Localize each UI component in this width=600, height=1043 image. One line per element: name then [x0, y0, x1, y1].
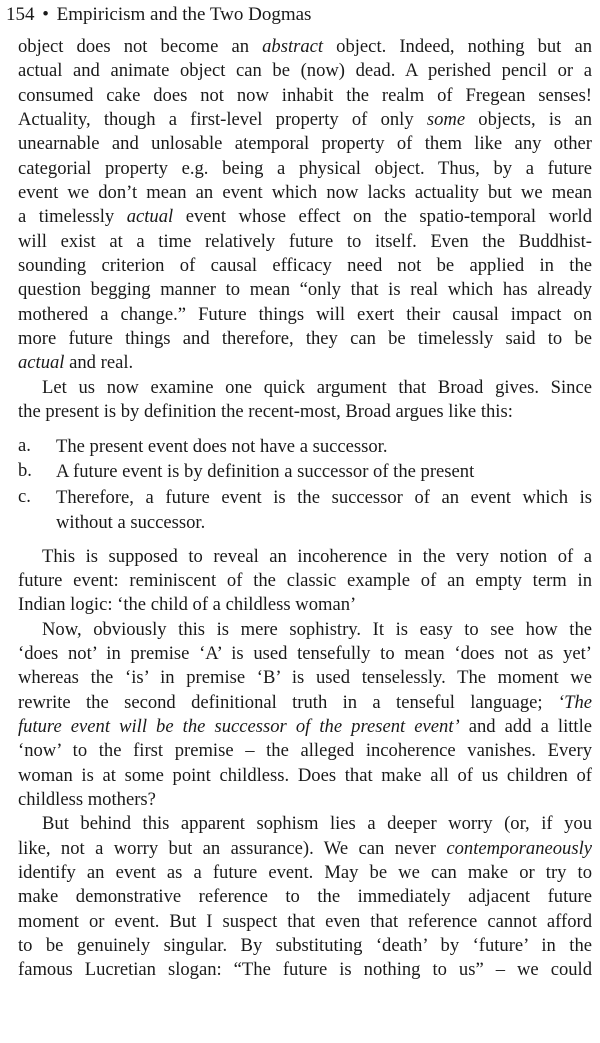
list-item	[18, 485, 592, 536]
text-line: woman is at some point childless. Does that make all of us children of	[18, 764, 592, 786]
text-line: event we don’t mean an event which now lacks actuality but we mean	[18, 182, 592, 204]
list-marker: c.	[18, 485, 31, 507]
text-line: make demonstrative reference to the immediately adjacent future	[18, 886, 592, 908]
list-item-text: Therefore, a future event is the successor of an event which is	[56, 486, 592, 508]
text-line: future event: reminiscent of the classic example of an empty term in	[18, 569, 592, 591]
page-number: 154	[6, 4, 35, 25]
text-line: the present is by definition the recent-most, Broad argues like this:	[18, 401, 513, 423]
text-line: sounding criterion of causal efficacy need not be applied in the	[18, 255, 592, 277]
bullet-separator: •	[42, 4, 49, 25]
text-line: to be genuinely singular. By substituting ‘death’ by ‘future’ in the	[18, 935, 592, 956]
text-line: childless mothers?	[18, 788, 156, 810]
text-line: Now, obviously this is mere sophistry. It is easy to see how the	[42, 618, 592, 640]
body-text	[18, 35, 592, 983]
list-marker: b.	[18, 460, 32, 481]
text-line: actual and real.	[18, 352, 134, 374]
text-line: famous Lucretian slogan: “The future is nothing to us” – we could	[18, 959, 592, 981]
list-item	[18, 434, 592, 460]
paragraph-5	[18, 812, 592, 982]
text-line: will exist at a time relatively future to itself. Even the Buddhist-	[18, 230, 592, 252]
text-line: rewrite the second definitional truth in a tenseful language; ‘The	[18, 691, 592, 713]
text-line: Indian logic: ‘the child of a childless woman’	[18, 594, 357, 616]
text-line: actual and animate object can be (now) dead. A perished pencil or a	[18, 60, 592, 82]
text-line: ‘does not’ in premise ‘A’ is used tensefully to mean ‘does not as yet’	[18, 642, 592, 664]
list-item-text: without a successor.	[56, 512, 206, 533]
text-line: question begging manner to mean “only that is real which has already	[18, 279, 592, 301]
text-line: future event will be the successor of the present event’ and add a little	[18, 715, 592, 737]
text-line: moment or event. But I suspect that even that reference cannot afford	[18, 910, 592, 932]
text-line: whereas the ‘is’ in premise ‘B’ is used tenselessly. The moment we	[18, 667, 592, 689]
paragraph-3	[18, 545, 592, 618]
list-item-text: A future event is by definition a successor of the present	[56, 461, 475, 482]
text-line: unearnable and unlosable atemporal property of them like any other	[18, 133, 592, 155]
text-line: identify an event as a future event. May be we can make or try to	[18, 861, 592, 883]
text-line: consumed cake does not now inhabit the realm of Fregean senses!	[18, 84, 592, 106]
text-line: Actuality, though a first-level property of only some objects, is an	[18, 109, 592, 131]
text-line: But behind this apparent sophism lies a deeper worry (or, if you	[42, 813, 592, 835]
running-head	[6, 2, 311, 28]
paragraph-2	[18, 376, 592, 425]
text-line: categorial property e.g. being a physical object. Thus, by a future	[18, 157, 592, 179]
list-marker: a.	[18, 434, 31, 456]
text-line: more future things and therefore, they can be timelessly said to be	[18, 328, 592, 350]
list-item-text: The present event does not have a successor.	[56, 435, 388, 457]
text-line: like, not a worry but an assurance). We can never contemporaneously	[18, 837, 592, 859]
text-line: mothered a change.” Future things will exert their causal impact on	[18, 303, 592, 325]
list-item	[18, 459, 592, 485]
text-line: This is supposed to reveal an incoherence in the very notion of a	[42, 545, 592, 567]
text-line: ‘now’ to the first premise – the alleged incoherence vanishes. Every	[18, 740, 592, 762]
paragraph-1	[18, 35, 592, 376]
text-line: a timelessly actual event whose effect on the spatio-temporal world	[18, 206, 593, 228]
text-line: object does not become an abstract object. Indeed, nothing but an	[18, 36, 592, 57]
argument-list	[18, 434, 592, 536]
paragraph-4	[18, 618, 592, 813]
book-title: Empiricism and the Two Dogmas	[56, 4, 312, 25]
text-line: Let us now examine one quick argument that Broad gives. Since	[42, 376, 592, 398]
